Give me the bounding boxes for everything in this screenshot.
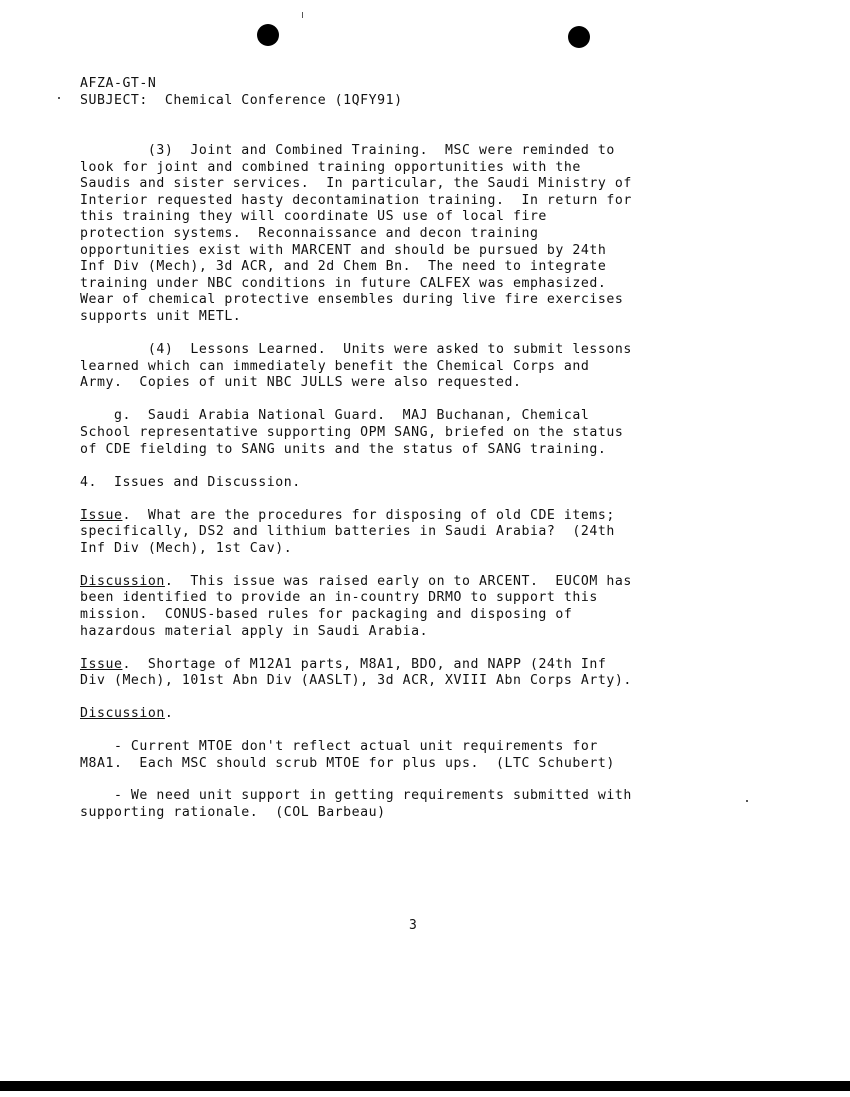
bullet2-line: supporting rationale. (COL Barbeau)	[80, 805, 386, 820]
office-symbol: AFZA-GT-N	[80, 76, 157, 91]
para3-line: protection systems. Reconnaissance and decon training	[80, 226, 539, 241]
para-g-line: of CDE fielding to SANG units and the status of SANG training.	[80, 442, 607, 457]
issue2-text: . Shortage of M12A1 parts, M8A1, BDO, and NAPP (24th Inf	[122, 657, 607, 672]
issue1-line: specifically, DS2 and lithium batteries in Saudi Arabia? (24th	[80, 524, 615, 539]
discussion1-line: hazardous material apply in Saudi Arabia.	[80, 624, 429, 639]
para3-line: supports unit METL.	[80, 309, 242, 324]
issue1-line: Inf Div (Mech), 1st Cav).	[80, 541, 293, 556]
subject-line: SUBJECT: Chemical Conference (1QFY91)	[80, 93, 403, 108]
page-number: 3	[409, 918, 417, 933]
para3-line: training under NBC conditions in future CALFEX was emphasized.	[80, 276, 607, 291]
para3-line: opportunities exist with MARCENT and should be pursued by 24th	[80, 243, 607, 258]
para3-line: Wear of chemical protective ensembles during live fire exercises	[80, 292, 624, 307]
scan-speck	[746, 800, 748, 802]
discussion1-line: been identified to provide an in-country DRMO to support this	[80, 590, 598, 605]
punch-hole-right	[568, 26, 590, 48]
punch-hole-left	[257, 24, 279, 46]
para3-line: Interior requested hasty decontamination training. In return for	[80, 193, 632, 208]
discussion-label: Discussion	[80, 706, 165, 721]
para3-line: this training they will coordinate US use of local fire	[80, 209, 547, 224]
para-g-line: School representative supporting OPM SANG, briefed on the status	[80, 425, 624, 440]
discussion1-line	[80, 574, 632, 591]
bullet2-line: - We need unit support in getting requirements submitted with	[80, 788, 632, 803]
discussion1-text: . This issue was raised early on to ARCENT. EUCOM has	[164, 574, 632, 589]
para3-line: look for joint and combined training opportunities with the	[80, 160, 581, 175]
issue1-line	[80, 508, 615, 525]
para3-line: Saudis and sister services. In particular, the Saudi Ministry of	[80, 176, 632, 191]
issue-label: Issue	[80, 657, 123, 672]
discussion-label: Discussion	[80, 574, 165, 589]
para4-line: learned which can immediately benefit the Chemical Corps and	[80, 359, 590, 374]
para4-line: Army. Copies of unit NBC JULLS were also requested.	[80, 375, 522, 390]
discussion2-line	[80, 706, 173, 723]
scan-bottom-border	[0, 1081, 850, 1091]
para-g-line: g. Saudi Arabia National Guard. MAJ Buchanan, Chemical	[80, 408, 590, 423]
issue2-line	[80, 657, 606, 674]
section-heading: 4. Issues and Discussion.	[80, 475, 301, 490]
para3-line: Inf Div (Mech), 3d ACR, and 2d Chem Bn. The need to integrate	[80, 259, 607, 274]
para3-line: (3) Joint and Combined Training. MSC were reminded to	[80, 143, 615, 158]
bullet1-line: M8A1. Each MSC should scrub MTOE for plus ups. (LTC Schubert)	[80, 756, 615, 771]
para4-line: (4) Lessons Learned. Units were asked to submit lessons	[80, 342, 632, 357]
bullet1-line: - Current MTOE don't reflect actual unit requirements for	[80, 739, 598, 754]
issue1-text: . What are the procedures for disposing of old CDE items;	[122, 508, 615, 523]
scan-speck	[58, 97, 60, 99]
issue-label: Issue	[80, 508, 123, 523]
issue2-line: Div (Mech), 101st Abn Div (AASLT), 3d ACR, XVIII Abn Corps Arty).	[80, 673, 632, 688]
scan-speck	[302, 12, 303, 18]
discussion2-text: .	[164, 706, 174, 721]
discussion1-line: mission. CONUS-based rules for packaging and disposing of	[80, 607, 573, 622]
